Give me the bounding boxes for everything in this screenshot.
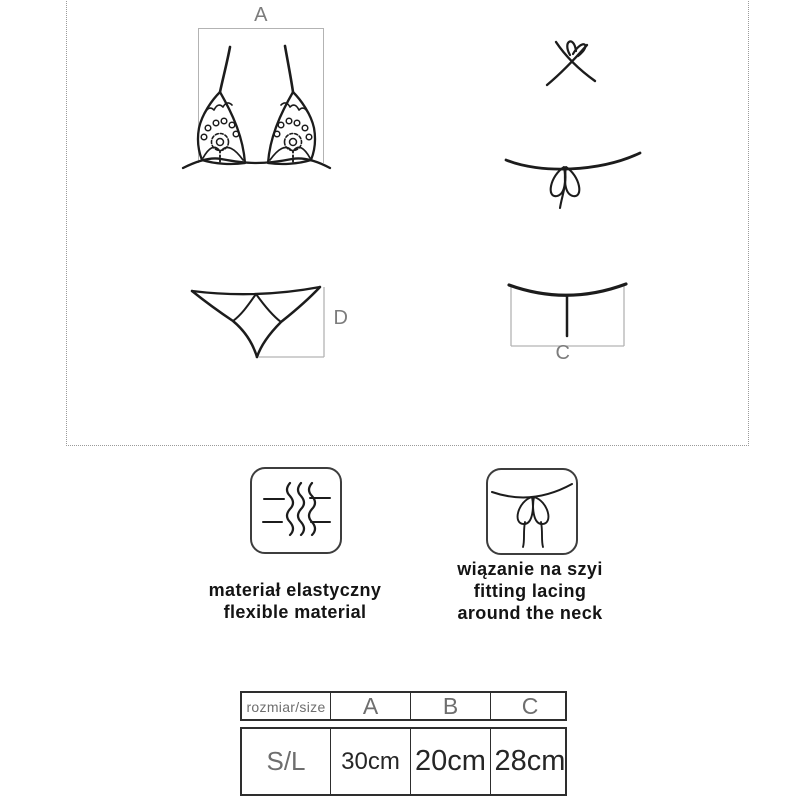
neck-lacing-icon xyxy=(490,472,574,551)
bottom-back-drawing xyxy=(505,276,630,351)
size-table-header-cell: A xyxy=(330,693,410,720)
size-table-header-cell: rozmiar/size xyxy=(246,698,326,715)
neck-lacing-feature-box xyxy=(486,468,578,555)
measure-label-c: C xyxy=(555,342,571,364)
size-table-value-cell: 28cm xyxy=(490,729,569,794)
neck-lacing-caption xyxy=(415,558,645,624)
bikini-top-front-drawing xyxy=(175,33,345,208)
size-table-header-cell: B xyxy=(410,693,490,720)
caption-line: fitting lacing xyxy=(473,581,587,601)
diagram-dashed-frame xyxy=(66,0,749,446)
size-table-row xyxy=(240,727,567,796)
elastic-material-feature-box xyxy=(250,467,342,554)
size-table-value-cell: 20cm xyxy=(410,729,490,794)
caption-line: around the neck xyxy=(457,603,603,623)
caption-line: wiązanie na szyi xyxy=(457,559,603,579)
size-table-value-cell: 30cm xyxy=(330,729,410,794)
size-table-header-cell: C xyxy=(490,693,569,720)
elastic-material-caption xyxy=(165,579,425,623)
top-back-tie-drawing xyxy=(500,140,645,212)
measure-label-a: A xyxy=(254,4,268,26)
caption-line: flexible material xyxy=(223,602,367,622)
caption-line: materiał elastyczny xyxy=(208,580,382,600)
panties-front-drawing xyxy=(185,281,345,363)
neck-tie-knot-drawing xyxy=(535,35,605,93)
measure-label-d: D xyxy=(333,307,349,329)
size-table-header xyxy=(240,691,567,721)
elastic-material-icon xyxy=(254,471,338,550)
size-table-size-cell: S/L xyxy=(266,746,306,776)
